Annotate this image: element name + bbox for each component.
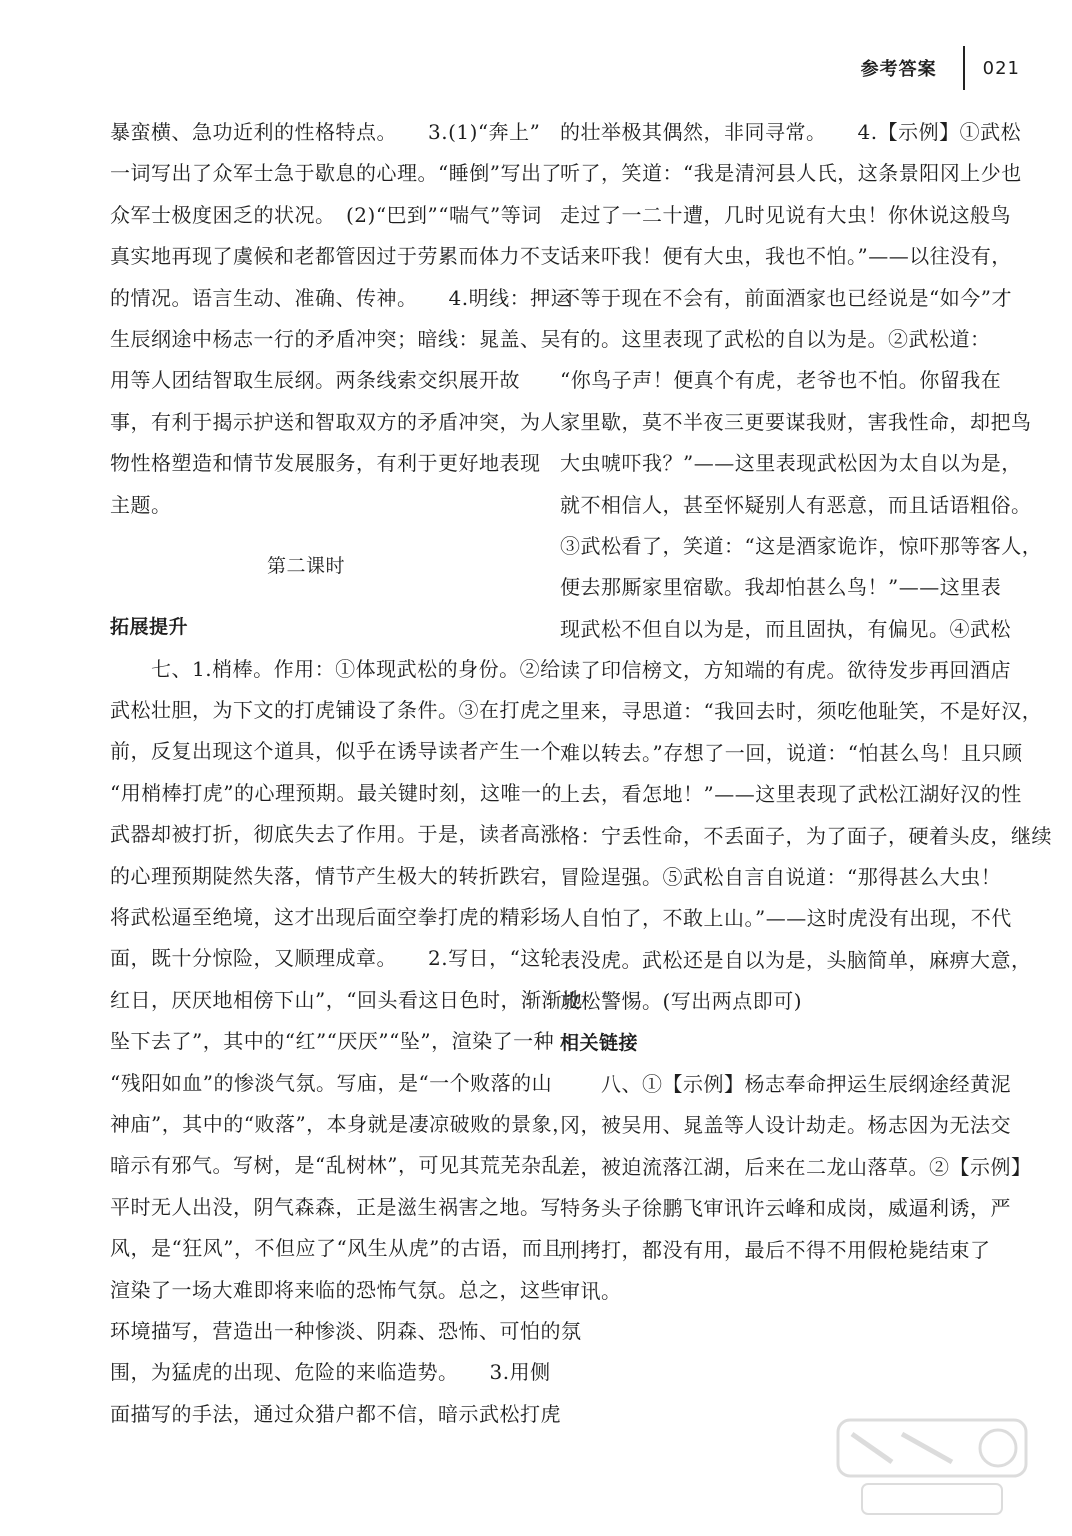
text-line: 七、1.梢棒。作用：①体现武松的身份。②给 [110, 656, 561, 681]
text-line: 听了，笑道：“我是清河县人氏，这条景阳冈上少也 [560, 161, 1022, 186]
right-column [560, 112, 1052, 1312]
section-label: 参考答案 [860, 59, 937, 80]
text-line: 就不相信人，甚至怀疑别人有恶意，而且话语粗俗。 [560, 492, 1032, 517]
text-line: 武松壮胆，为下文的打虎铺设了条件。③在打虎之 [110, 698, 561, 723]
text-line: 环境描写，营造出一种惨淡、阴森、恐怖、可怕的氛 [110, 1318, 582, 1343]
text-line: 家里歇，莫不半夜三更要谋我财，害我性命，却把鸟 [560, 409, 1032, 434]
text-line: 平时无人出没，阴气森森，正是滋生祸害之地。写 [110, 1194, 561, 1219]
text-line: 话来吓我！便有大虫，我也不怕。”——以往没有， [560, 244, 1012, 269]
text-line: 暗示有邪气。写树，是“乱树林”，可见其荒芜杂乱， [110, 1153, 583, 1178]
text-line: 读了印信榜文，方知端的有虎。欲待发步再回酒店 [560, 658, 1011, 683]
text-line: 事，有利于揭示护送和智取双方的矛盾冲突，为人 [110, 409, 561, 434]
text-line: 围，为猛虎的出现、危险的来临造势。 3.用侧 [110, 1360, 551, 1385]
text-line: 格：宁丢性命，不丢面子，为了面子，硬着头皮，继续 [560, 823, 1052, 848]
section-heading-links: 相关链接 [560, 1031, 639, 1054]
text-line: 生辰纲途中杨志一行的矛盾冲突；暗线：晁盖、吴 [110, 326, 561, 351]
text-line: 真实地再现了虞候和老都管因过于劳累而体力不支 [110, 244, 561, 269]
text-line: 有的。这里表现了武松的自以为是。②武松道： [560, 326, 991, 351]
text-line: 审讯。 [560, 1278, 622, 1303]
text-line: ③武松看了，笑道：“这是酒家诡诈，惊吓那等客人， [560, 533, 1043, 558]
text-line: 冈，被吴用、晁盖等人设计劫走。杨志因为无法交 [560, 1113, 1011, 1138]
text-line: 的壮举极其偶然，非同寻常。 4.【示例】①武松 [560, 120, 1022, 144]
text-line: 不等于现在不会有，前面酒家也已经说是“如今”才 [560, 285, 1012, 310]
text-line: 一词写出了众军士急于歇息的心理。“睡倒”写出了 [110, 161, 562, 186]
text-line: 差，被迫流落江湖，后来在二龙山落草。②【示例】 [560, 1154, 1032, 1179]
text-line: 走过了一二十遭，几时见说有大虫！你休说这般鸟 [560, 202, 1011, 227]
text-line: 放松警惕。(写出两点即可) [560, 989, 803, 1014]
text-line: 武器却被打折，彻底失去了作用。于是，读者高涨 [110, 822, 561, 847]
text-line: 大虫唬吓我？”——这里表现武松因为太自以为是， [560, 451, 1022, 476]
text-line: 风，是“狂风”，不但应了“风生从虎”的古语，而且 [110, 1236, 563, 1261]
text-line: 里来，寻思道：“我回去时，须吃他耻笑，不是好汉， [560, 699, 1043, 724]
text-line: 用等人团结智取生辰纲。两条线索交织展开故 [110, 368, 520, 393]
text-line: 人自怕了，不敢上山。”——这时虎没有出现，不代 [560, 906, 1012, 931]
text-line: 难以转去。”存想了一回，说道：“怕甚么鸟！且只顾 [560, 740, 1023, 765]
text-line: 的情况。语言生动、准确、传神。 4.明线：押运 [110, 285, 572, 310]
text-line: 暴蛮横、急功近利的性格特点。 3.(1)“奔上” [110, 120, 541, 144]
text-line: 前，反复出现这个道具，似乎在诱导读者产生一个 [110, 739, 561, 764]
text-line: 上去，看怎地！”——这里表现了武松江湖好汉的性 [560, 782, 1022, 807]
text-line: 渲染了一场大难即将来临的恐怖气氛。总之，这些 [110, 1277, 561, 1302]
spacer [110, 587, 502, 607]
text-line: 表没虎。武松还是自以为是，头脑简单，麻痹大意， [560, 947, 1032, 972]
text-line: 的心理预期陡然失落，情节产生极大的转折跌宕， [110, 863, 561, 888]
page-header [861, 46, 1020, 90]
text-line: “你鸟子声！便真个有虎，老爷也不怕。你留我在 [560, 368, 1002, 393]
text-line: 特务头子徐鹏飞审讯许云峰和成岗，威逼利诱，严 [560, 1196, 1011, 1221]
text-line: 面，既十分惊险，又顺理成章。 2.写日，“这轮 [110, 946, 562, 971]
left-column [110, 112, 583, 1435]
watermark-logo [832, 1412, 1032, 1522]
text-line: 现武松不但自以为是，而且固执，有偏见。④武松 [560, 616, 1011, 641]
page-number: 021 [982, 57, 1020, 79]
spacer [110, 526, 502, 546]
text-line: 红日，厌厌地相傍下山”，“回头看这日色时，渐渐地 [110, 987, 583, 1012]
text-line: 便去那厮家里宿歇。我却怕甚么鸟！”——这里表 [560, 575, 1002, 600]
text-line: 主题。 [110, 492, 172, 517]
text-line: “残阳如血”的惨淡气氛。写庙，是“一个败落的山 [110, 1070, 553, 1095]
text-line: 刑拷打，都没有用，最后不得不用假枪毙结束了 [560, 1237, 991, 1262]
text-line: 面描写的手法，通过众猎户都不信，暗示武松打虎 [110, 1401, 561, 1426]
lesson-title: 第二课时 [266, 554, 345, 577]
text-line: 将武松逼至绝境，这才出现后面空拳打虎的精彩场 [110, 905, 561, 930]
text-line: 物性格塑造和情节发展服务，有利于更好地表现 [110, 451, 541, 476]
section-heading-extension: 拓展提升 [110, 616, 189, 639]
text-line: 冒险逞强。⑤武松自言自说道：“那得甚么大虫！ [560, 865, 1002, 890]
text-line: “用梢棒打虎”的心理预期。最关键时刻，这唯一的 [110, 780, 562, 805]
text-line: 八、①【示例】杨志奉命押运生辰纲途经黄泥 [560, 1071, 1011, 1096]
text-line: 坠下去了”，其中的“红”“厌厌”“坠”，渲染了一种 [110, 1029, 555, 1054]
header-divider [963, 46, 965, 90]
text-line: 神庙”，其中的“败落”，本身就是凄凉破败的景象， [110, 1111, 573, 1136]
text-line: 众军士极度困乏的状况。 (2)“巴到”“喘气”等词 [110, 202, 542, 227]
